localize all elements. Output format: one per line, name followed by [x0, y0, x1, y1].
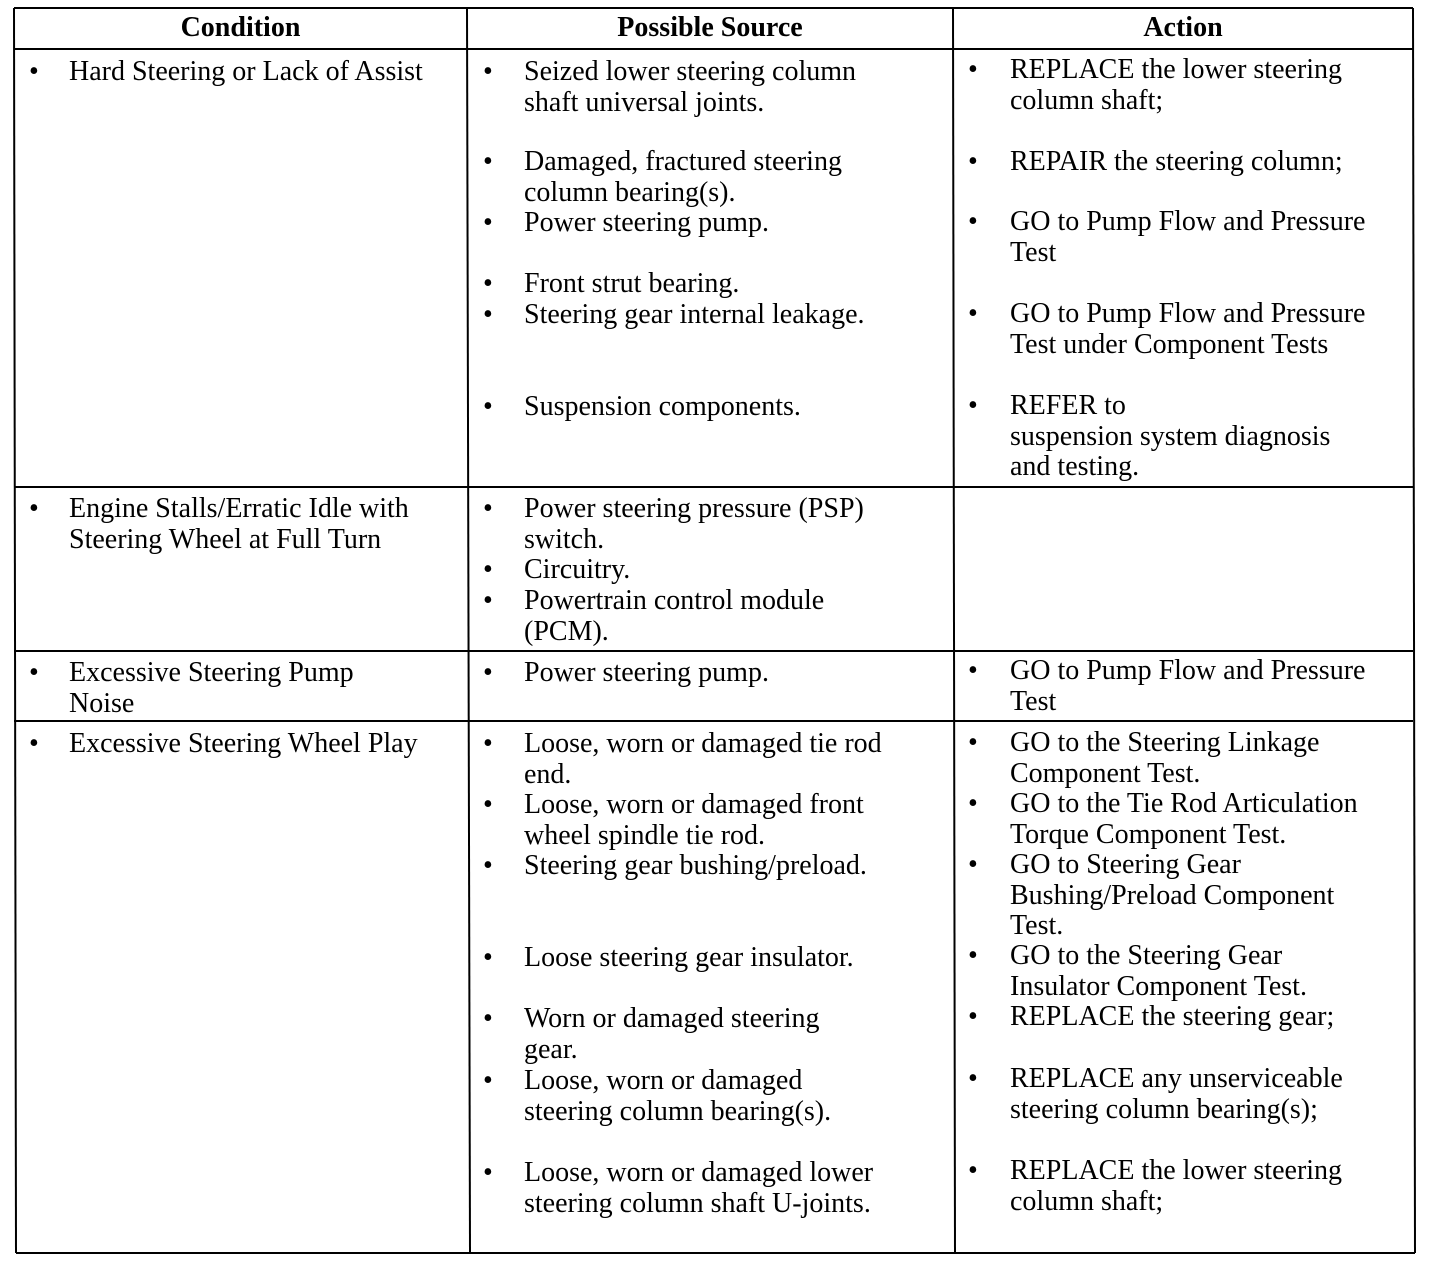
source-text: Power steering pump.	[524, 207, 769, 238]
action-text: REFER to suspension system diagnosis and testing.	[1010, 390, 1331, 482]
bullet: •	[483, 657, 493, 688]
bullet: •	[29, 657, 39, 688]
bullet: •	[968, 655, 978, 686]
bullet: •	[483, 299, 493, 330]
source-text: Loose, worn or damaged tie rod end.	[524, 728, 882, 790]
bullet: •	[483, 1065, 493, 1096]
bullet: •	[968, 54, 978, 85]
source-text: Loose, worn or damaged lower steering column shaft U-joints.	[524, 1157, 874, 1219]
source-text: Steering gear internal leakage.	[524, 299, 865, 330]
bullet: •	[29, 56, 39, 87]
header-action: Action	[1143, 12, 1223, 43]
action-text: GO to Steering Gear Bushing/Preload Component Test.	[1010, 849, 1335, 941]
bullet: •	[483, 268, 493, 299]
action-text: REPLACE the lower steering column shaft;	[1010, 1155, 1343, 1217]
action-text: REPLACE the steering gear;	[1010, 1001, 1335, 1032]
action-text: GO to the Steering Gear Insulator Component Test.	[1010, 940, 1307, 1002]
bullet: •	[483, 850, 493, 881]
bullet: •	[483, 493, 493, 524]
bullet: •	[483, 1157, 493, 1188]
bullet: •	[968, 1001, 978, 1032]
source-text: Loose, worn or damaged front wheel spindle tie rod.	[524, 789, 864, 851]
bullet: •	[29, 728, 39, 759]
bullet: •	[968, 146, 978, 177]
source-text: Damaged, fractured steering column bearing(s).	[524, 146, 842, 208]
source-text: Steering gear bushing/preload.	[524, 850, 867, 881]
action-text: GO to Pump Flow and Pressure Test under Component Tests	[1010, 298, 1366, 360]
bullet: •	[483, 56, 493, 87]
bullet: •	[968, 849, 978, 880]
condition-text: Engine Stalls/Erratic Idle with Steering Wheel at Full Turn	[69, 493, 409, 555]
action-text: REPAIR the steering column;	[1010, 146, 1343, 177]
bullet: •	[483, 391, 493, 422]
bullet: •	[483, 789, 493, 820]
action-text: GO to Pump Flow and Pressure Test	[1010, 655, 1366, 717]
action-text: GO to the Steering Linkage Component Test.	[1010, 727, 1320, 789]
source-text: Power steering pressure (PSP) switch.	[524, 493, 864, 555]
bullet: •	[483, 146, 493, 177]
action-text: REPLACE any unserviceable steering column bearing(s);	[1010, 1063, 1343, 1125]
bullet: •	[29, 493, 39, 524]
bullet: •	[483, 728, 493, 759]
bullet: •	[968, 298, 978, 329]
bullet: •	[483, 1003, 493, 1034]
bullet: •	[483, 554, 493, 585]
bullet: •	[968, 1155, 978, 1186]
action-text: REPLACE the lower steering column shaft;	[1010, 54, 1343, 116]
source-text: Circuitry.	[524, 554, 631, 585]
source-text: Power steering pump.	[524, 657, 769, 688]
bullet: •	[968, 390, 978, 421]
action-text: GO to Pump Flow and Pressure Test	[1010, 206, 1366, 268]
header-condition: Condition	[180, 12, 301, 43]
condition-text: Hard Steering or Lack of Assist	[69, 56, 423, 87]
bullet: •	[483, 585, 493, 616]
source-text: Suspension components.	[524, 391, 801, 422]
condition-text: Excessive Steering Pump Noise	[69, 657, 354, 719]
bullet: •	[968, 788, 978, 819]
header-possible-source: Possible Source	[617, 12, 803, 43]
bullet: •	[483, 207, 493, 238]
bullet: •	[483, 942, 493, 973]
bullet: •	[968, 940, 978, 971]
source-text: Loose steering gear insulator.	[524, 942, 854, 973]
bullet: •	[968, 206, 978, 237]
source-text: Powertrain control module (PCM).	[524, 585, 825, 647]
action-text: GO to the Tie Rod Articulation Torque Component Test.	[1010, 788, 1358, 850]
source-text: Seized lower steering column shaft universal joints.	[524, 56, 857, 118]
bullet: •	[968, 1063, 978, 1094]
bullet: •	[968, 727, 978, 758]
source-text: Worn or damaged steering gear.	[524, 1003, 820, 1065]
source-text: Front strut bearing.	[524, 268, 740, 299]
source-text: Loose, worn or damaged steering column bearing(s).	[524, 1065, 832, 1127]
condition-text: Excessive Steering Wheel Play	[69, 728, 418, 759]
